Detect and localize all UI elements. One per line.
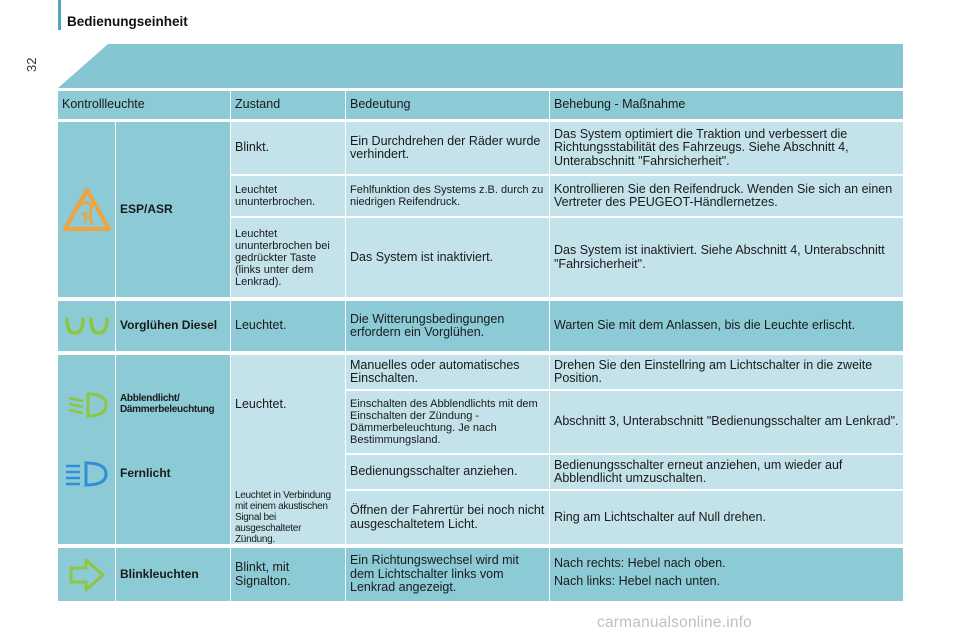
glow-label: Vorglühen Diesel xyxy=(116,301,230,351)
glow-action: Warten Sie mit dem Anlassen, bis die Leuchte erlischt. xyxy=(550,301,903,351)
esp-meaning-1: Ein Durchdrehen der Räder wurde verhindert. xyxy=(346,122,549,174)
esp-action-1: Das System optimiert die Traktion und verbessert die Richtungsstabilität des Fahrzeugs. Siehe Abschnitt 4, Unterabschnitt "Fahrsicherheit". xyxy=(550,122,903,174)
lights-action-3: Bedienungsschalter erneut anziehen, um wieder auf Abblendlicht umzuschalten. xyxy=(550,455,903,489)
blinker-label: Blinkleuchten xyxy=(116,548,230,601)
col-header-light: Kontrollleuchte xyxy=(58,91,230,119)
turn-signal-arrow-icon xyxy=(68,557,106,593)
lights-meaning-3: Bedienungsschalter anziehen. xyxy=(346,455,549,489)
lights-meaning-4: Öffnen der Fahrertür bei noch nicht ausgeschaltetem Licht. xyxy=(346,491,549,544)
lights-state-cell xyxy=(231,355,345,544)
esp-action-3: Das System ist inaktiviert. Siehe Abschnitt 4, Unterabschnitt "Fahrsicherheit". xyxy=(550,218,903,297)
col-header-action: Behebung - Maßnahme xyxy=(550,91,903,119)
low-beam-icon xyxy=(66,391,108,419)
esp-icon-cell xyxy=(58,122,115,297)
lights-label-cell xyxy=(116,355,230,544)
blinker-icon-cell xyxy=(58,548,115,601)
section-title: Bedienungseinheit xyxy=(67,14,188,29)
esp-action-2: Kontrollieren Sie den Reifendruck. Wenden Sie sich an einen Vertreter des PEUGEOT-Händlernetzes. xyxy=(550,176,903,216)
col-header-meaning: Bedeutung xyxy=(346,91,549,119)
glow-meaning: Die Witterungsbedingungen erfordern ein Vorglühen. xyxy=(346,301,549,351)
lights-meaning-1: Manuelles oder automatisches Einschalten. xyxy=(346,355,549,389)
glow-icon-cell xyxy=(58,301,115,351)
glow-state: Leuchtet. xyxy=(231,301,345,351)
esp-state-2: Leuchtet ununterbrochen. xyxy=(231,176,345,216)
esp-meaning-3: Das System ist inaktiviert. xyxy=(346,218,549,297)
esp-warning-triangle-icon xyxy=(61,186,113,234)
blinker-action-left: Nach links: Hebel nach unten. xyxy=(554,573,721,588)
blinker-meaning: Ein Richtungswechsel wird mit dem Lichtschalter links vom Lenkrad angezeigt. xyxy=(346,548,549,601)
lights-state-main: Leuchtet. xyxy=(235,397,287,411)
col-header-state: Zustand xyxy=(231,91,345,119)
glow-plug-icon xyxy=(64,315,110,337)
lights-action-2: Abschnitt 3, Unterabschnitt "Bedienungsschalter am Lenkrad". xyxy=(550,391,903,453)
esp-state-1: Blinkt. xyxy=(231,122,345,174)
blinker-action-right: Nach rechts: Hebel nach oben. xyxy=(554,556,726,570)
lights-action-1: Drehen Sie den Einstellring am Lichtschalter in die zweite Position. xyxy=(550,355,903,389)
lights-icon-cell xyxy=(58,355,115,544)
esp-label: ESP/ASR xyxy=(116,122,230,297)
esp-state-3: Leuchtet ununterbrochen bei gedrückter Taste (links unter dem Lenkrad). xyxy=(231,218,345,297)
lights-state-note: Leuchtet in Verbindung mit einem akustischen Signal bei ausgeschalteter Zündung. xyxy=(235,490,331,545)
high-beam-label: Fernlicht xyxy=(120,466,171,480)
esp-meaning-2: Fehlfunktion des Systems z.B. durch zu niedrigen Reifendruck. xyxy=(346,176,549,216)
lights-meaning-2: Einschalten des Abblendlichts mit dem Einschalten der Zündung - Dämmerbeleuchtung. Je nach Bestimmungsland. xyxy=(346,391,549,453)
blinker-state: Blinkt, mit Signalton. xyxy=(231,548,345,601)
page-number: 32 xyxy=(24,57,39,72)
watermark-text: carmanualsonline.info xyxy=(597,614,752,631)
lights-action-4: Ring am Lichtschalter auf Null drehen. xyxy=(550,491,903,544)
blinker-action-cell xyxy=(550,548,903,601)
low-beam-label: Abblendlicht/ Dämmerbeleuchtung xyxy=(120,393,215,415)
high-beam-icon xyxy=(62,460,108,488)
